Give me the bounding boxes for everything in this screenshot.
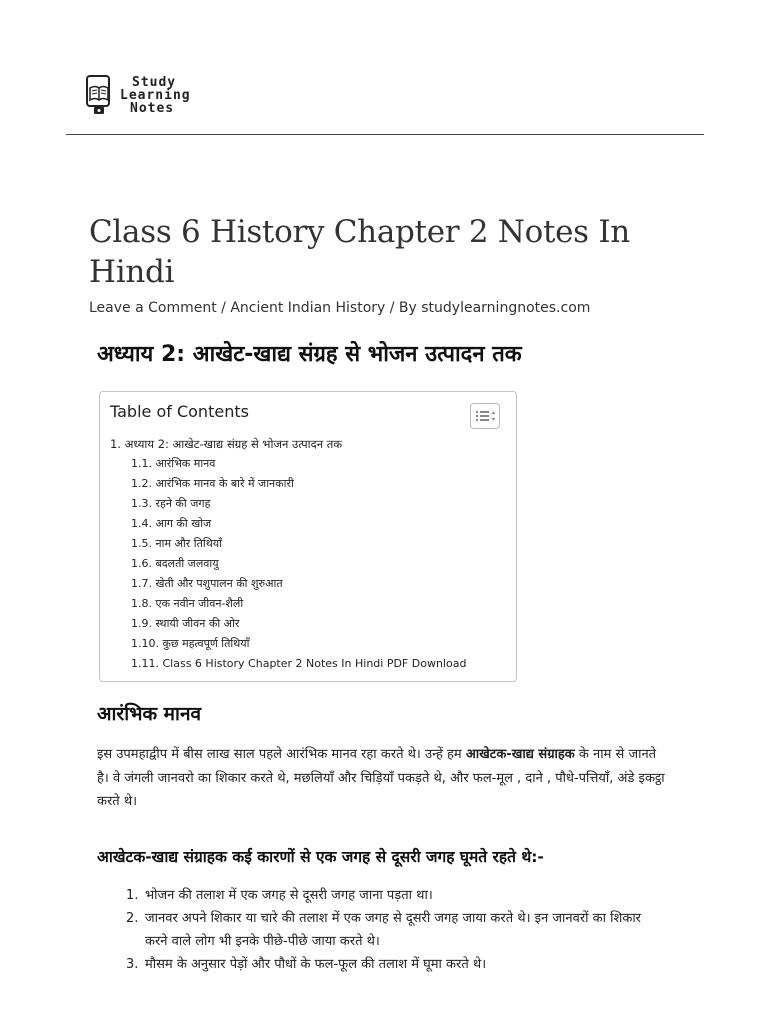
toc-title: Table of Contents	[110, 402, 249, 421]
post-title: Class 6 History Chapter 2 Notes In Hindi	[89, 214, 630, 290]
list-item	[126, 953, 666, 976]
list-toggle-icon	[471, 404, 499, 428]
paragraph-text: इस उपमहाद्वीप में बीस लाख साल पहले आरंभिक मानव रहा करते थे। उन्हें हम	[97, 747, 466, 762]
meta-separator-by: / By	[385, 300, 422, 316]
toc-item[interactable]: 1.8. एक नवीन जीवन-शैली	[131, 597, 244, 610]
toc-item[interactable]: 1.11. Class 6 History Chapter 2 Notes In Hindi PDF Download	[131, 657, 467, 670]
site-logo[interactable]	[86, 74, 191, 116]
toc-item[interactable]: 1.10. कुछ महत्वपूर्ण तिथियाँ	[131, 637, 250, 650]
post-meta	[89, 300, 590, 316]
logo-text-line2: Learning	[120, 87, 191, 103]
list-number: 3.	[126, 957, 139, 972]
list-number: 2.	[126, 911, 139, 926]
list-item	[126, 907, 666, 953]
logo-text-line1: Study	[132, 74, 177, 90]
category-link[interactable]: Ancient Indian History	[230, 300, 386, 316]
table-of-contents	[99, 391, 517, 682]
toc-item[interactable]: 1.1. आरंभिक मानव	[131, 457, 216, 470]
chapter-heading: अध्याय 2: आखेट-खाद्य संग्रह से भोजन उत्पादन तक	[97, 342, 522, 367]
toc-item[interactable]: 1.3. रहने की जगह	[131, 497, 211, 510]
toc-item[interactable]: 1.6. बदलती जलवायु	[131, 557, 219, 570]
reasons-heading: आखेटक-खाद्य संग्राहक कई कारणों से एक जगह से दूसरी जगह घूमते रहते थे:-	[97, 848, 544, 866]
leave-comment-link[interactable]: Leave a Comment	[89, 300, 217, 316]
list-item	[126, 884, 666, 907]
toc-item[interactable]: 1.4. आग की खोज	[131, 517, 212, 530]
logo-text-line3: Notes	[130, 100, 175, 116]
toc-toggle-button[interactable]	[470, 403, 500, 429]
toc-item[interactable]: 1.7. खेती और पशुपालन की शुरुआत	[131, 577, 283, 590]
list-text: भोजन की तलाश में एक जगह से दूसरी जगह जाना पड़ता था।	[145, 888, 433, 903]
toc-item[interactable]: 1.5. नाम और तिथियाँ	[131, 537, 222, 550]
toc-list	[110, 434, 510, 674]
meta-separator: /	[216, 300, 231, 316]
paragraph-text: के नाम से जानते है। वे जंगली जानवरो का शिकार करते थे, मछलियाँ और चिड़ियाँ पकड़ते थे, और फल-मूल , दाने , पौधे-पत्तियाँ, अंडे इकट्ठा करते थे।	[97, 747, 665, 809]
toc-item[interactable]: 1.2. आरंभिक मानव के बारे में जानकारी	[131, 477, 294, 490]
toc-item[interactable]: 1.9. स्थायी जीवन की ओर	[131, 617, 240, 630]
bold-term: आखेटक-खाद्य संग्राहक	[465, 747, 575, 762]
section-heading: आरंभिक मानव	[97, 703, 202, 725]
intro-paragraph	[97, 743, 667, 814]
list-text: जानवर अपने शिकार या चारे की तलाश में एक जगह से दूसरी जगह जाया करते थे। इन जानवरों का शिकार करने वाले लोग भी इनके पीछे-पीछे जाया करते थे।	[145, 911, 641, 949]
list-text: मौसम के अनुसार पेड़ों और पौधों के फल-फूल की तलाश में घूमा करते थे।	[145, 957, 487, 972]
list-number: 1.	[126, 888, 139, 903]
author-link[interactable]: studylearningnotes.com	[421, 300, 591, 316]
header-divider	[66, 134, 704, 135]
book-logo-icon	[86, 74, 116, 116]
toc-item[interactable]: 1. अध्याय 2: आखेट-खाद्य संग्रह से भोजन उत्पादन तक	[110, 437, 343, 451]
reasons-list	[126, 884, 666, 976]
